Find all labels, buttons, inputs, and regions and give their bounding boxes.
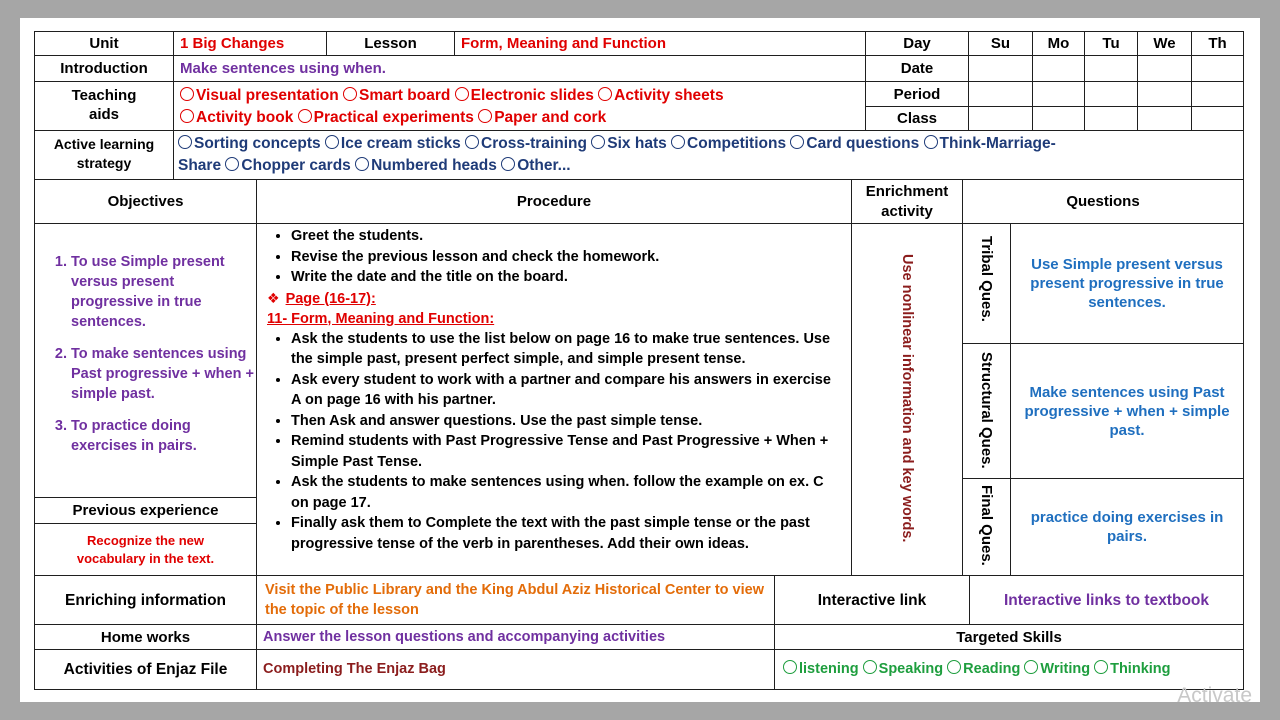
unit-label: Unit (34, 31, 174, 56)
skill-option[interactable]: listening (783, 660, 859, 679)
teaching-aids-label (34, 81, 174, 131)
aid-option[interactable]: Activity book (180, 109, 293, 126)
radio-circle-icon (325, 135, 339, 149)
procedure-step: • Remind students with Past Progressive Tense and Past Progressive + When + Simple Past Tense. (291, 431, 843, 472)
tribal-question-label: Tribal Ques. (978, 236, 995, 322)
skill-option[interactable]: Speaking (863, 660, 943, 679)
strategy-continuation: Share (178, 157, 222, 174)
strategy-option[interactable]: Sorting concepts (178, 135, 321, 152)
radio-circle-icon (1094, 660, 1108, 674)
section-title: 11- Form, Meaning and Function: (267, 310, 495, 327)
skill-option[interactable]: Reading (947, 660, 1020, 679)
enjaz-value: Completing The Enjaz Bag (256, 649, 775, 690)
date-cell-mo (1032, 55, 1085, 82)
page-ref-text: Page (16-17): (285, 290, 376, 307)
homework-label: Home works (34, 624, 257, 650)
targeted-skills-label: Targeted Skills (774, 624, 1244, 650)
final-question-label-cell (962, 478, 1011, 576)
previous-experience-value: Recognize the new vocabulary in the text. (34, 523, 257, 576)
objectives-list (35, 252, 256, 456)
aid-option[interactable]: Smart board (343, 87, 450, 104)
lesson-plan-table (34, 31, 1244, 690)
day-we: We (1137, 31, 1192, 56)
date-cell-su (968, 55, 1033, 82)
objective-item: 2. To make sentences using Past progressive + when + simple past. (71, 344, 256, 404)
radio-circle-icon (790, 135, 804, 149)
procedure-step: • Ask every student to work with a partner and compare his answers in exercise A on page 16 with his partner. (291, 370, 843, 411)
skill-option[interactable]: Thinking (1094, 660, 1170, 679)
aid-option[interactable]: Visual presentation (180, 87, 339, 104)
period-cell (1032, 81, 1085, 107)
strategy-option[interactable]: Chopper cards (225, 157, 350, 174)
final-question-text: practice doing exercises in pairs. (1010, 478, 1244, 576)
radio-circle-icon (783, 660, 797, 674)
procedure-item: • Greet the students. (291, 226, 843, 247)
radio-circle-icon (501, 157, 515, 171)
radio-circle-icon (671, 135, 685, 149)
procedure-intro-list (261, 226, 843, 288)
date-label: Date (865, 55, 969, 82)
enriching-info-value: Visit the Public Library and the King Abdul Aziz Historical Center to view the topic of the lesson (256, 575, 775, 625)
date-cell-th (1191, 55, 1244, 82)
strategy-option[interactable]: Six hats (591, 135, 666, 152)
radio-circle-icon (924, 135, 938, 149)
objective-item: 1. To use Simple present versus present progressive in true sentences. (71, 252, 256, 332)
objective-item: 3. To practice doing exercises in pairs. (71, 416, 256, 456)
radio-circle-icon (947, 660, 961, 674)
radio-circle-icon (178, 135, 192, 149)
previous-experience-label: Previous experience (34, 497, 257, 524)
period-cell (1137, 81, 1192, 107)
procedure-step: • Ask the students to use the list below on page 16 to make true sentences. Use the simple past, present perfect simple, and simple present tense. (291, 329, 843, 370)
procedure-item: • Revise the previous lesson and check the homework. (291, 247, 843, 268)
strategy-options (173, 130, 1244, 180)
questions-header: Questions (962, 179, 1244, 224)
strategy-option[interactable]: Card questions (790, 135, 919, 152)
date-cell-we (1137, 55, 1192, 82)
lesson-label: Lesson (326, 31, 455, 56)
strategy-option[interactable]: Competitions (671, 135, 786, 152)
enriching-info-label: Enriching information (34, 575, 257, 625)
strategy-option[interactable]: Cross-training (465, 135, 587, 152)
radio-circle-icon (225, 157, 239, 171)
strategy-option[interactable]: Think-Marriage- (924, 135, 1056, 152)
radio-circle-icon (863, 660, 877, 674)
enrichment-cell (851, 223, 963, 576)
class-cell (1032, 106, 1085, 131)
intro-label: Introduction (34, 55, 174, 82)
aid-option[interactable]: Practical experiments (298, 109, 474, 126)
day-su: Su (968, 31, 1033, 56)
period-cell (1191, 81, 1244, 107)
procedure-header: Procedure (256, 179, 852, 224)
teaching-aids-label-line1: Teaching (71, 87, 137, 104)
class-label: Class (865, 106, 969, 131)
skill-option[interactable]: Writing (1024, 660, 1090, 679)
tribal-question-label-cell (962, 223, 1011, 344)
aid-option[interactable]: Activity sheets (598, 87, 723, 104)
class-cell (1137, 106, 1192, 131)
date-cell-tu (1084, 55, 1138, 82)
period-cell (1084, 81, 1138, 107)
radio-circle-icon (598, 87, 612, 101)
period-label: Period (865, 81, 969, 107)
procedure-step: • Finally ask them to Complete the text with the past simple tense or the past progressive tense of the verb in parentheses. Add their own ideas. (291, 513, 843, 554)
radio-circle-icon (478, 109, 492, 123)
interactive-link-label: Interactive link (774, 575, 970, 625)
structural-question-text: Make sentences using Past progressive + when + simple past. (1010, 343, 1244, 479)
strategy-option[interactable]: Other... (501, 157, 570, 174)
tribal-question-text: Use Simple present versus present progressive in true sentences. (1010, 223, 1244, 344)
structural-question-label-cell (962, 343, 1011, 479)
objectives-header: Objectives (34, 179, 257, 224)
enrichment-text: Use nonlinear information and key words. (899, 254, 915, 543)
strategy-label (34, 130, 174, 180)
page-reference (261, 288, 843, 309)
class-cell (1191, 106, 1244, 131)
aid-option[interactable]: Electronic slides (455, 87, 594, 104)
objectives-cell (34, 223, 257, 498)
lesson-value: Form, Meaning and Function (454, 31, 866, 56)
enrichment-header: Enrichment activity (851, 179, 963, 224)
procedure-cell (256, 223, 852, 576)
teaching-aids-label-line2: aids (88, 106, 119, 123)
interactive-link-value[interactable]: Interactive links to textbook (969, 575, 1244, 625)
homework-value: Answer the lesson questions and accompanying activities (256, 624, 775, 650)
radio-circle-icon (465, 135, 479, 149)
day-th: Th (1191, 31, 1244, 56)
strategy-option[interactable]: Numbered heads (355, 157, 497, 174)
radio-circle-icon (298, 109, 312, 123)
skills-options (774, 649, 1244, 690)
radio-circle-icon (180, 87, 194, 101)
radio-circle-icon (355, 157, 369, 171)
procedure-item: • Write the date and the title on the board. (291, 267, 843, 288)
strategy-label-line1: Active learning (53, 136, 155, 152)
procedure-step: • Then Ask and answer questions. Use the past simple tense. (291, 411, 843, 432)
day-label: Day (865, 31, 969, 56)
teaching-aids-options (173, 81, 866, 131)
strategy-option[interactable]: Ice cream sticks (325, 135, 461, 152)
radio-circle-icon (180, 109, 194, 123)
unit-value: 1 Big Changes (173, 31, 327, 56)
diamond-bullet-icon: ❖ (267, 289, 280, 306)
strategy-label-line2: strategy (76, 155, 132, 171)
procedure-steps-list (261, 329, 843, 555)
day-mo: Mo (1032, 31, 1085, 56)
class-cell (1084, 106, 1138, 131)
day-tu: Tu (1084, 31, 1138, 56)
period-cell (968, 81, 1033, 107)
enjaz-label: Activities of Enjaz File (34, 649, 257, 690)
radio-circle-icon (1024, 660, 1038, 674)
radio-circle-icon (591, 135, 605, 149)
class-cell (968, 106, 1033, 131)
structural-question-label: Structural Ques. (978, 352, 995, 469)
activate-watermark: Activate (1177, 684, 1252, 707)
intro-value: Make sentences using when. (173, 55, 866, 82)
aid-option[interactable]: Paper and cork (478, 109, 606, 126)
final-question-label: Final Ques. (978, 485, 995, 566)
procedure-step: • Ask the students to make sentences using when. follow the example on ex. C on page 17. (291, 472, 843, 513)
radio-circle-icon (343, 87, 357, 101)
radio-circle-icon (455, 87, 469, 101)
